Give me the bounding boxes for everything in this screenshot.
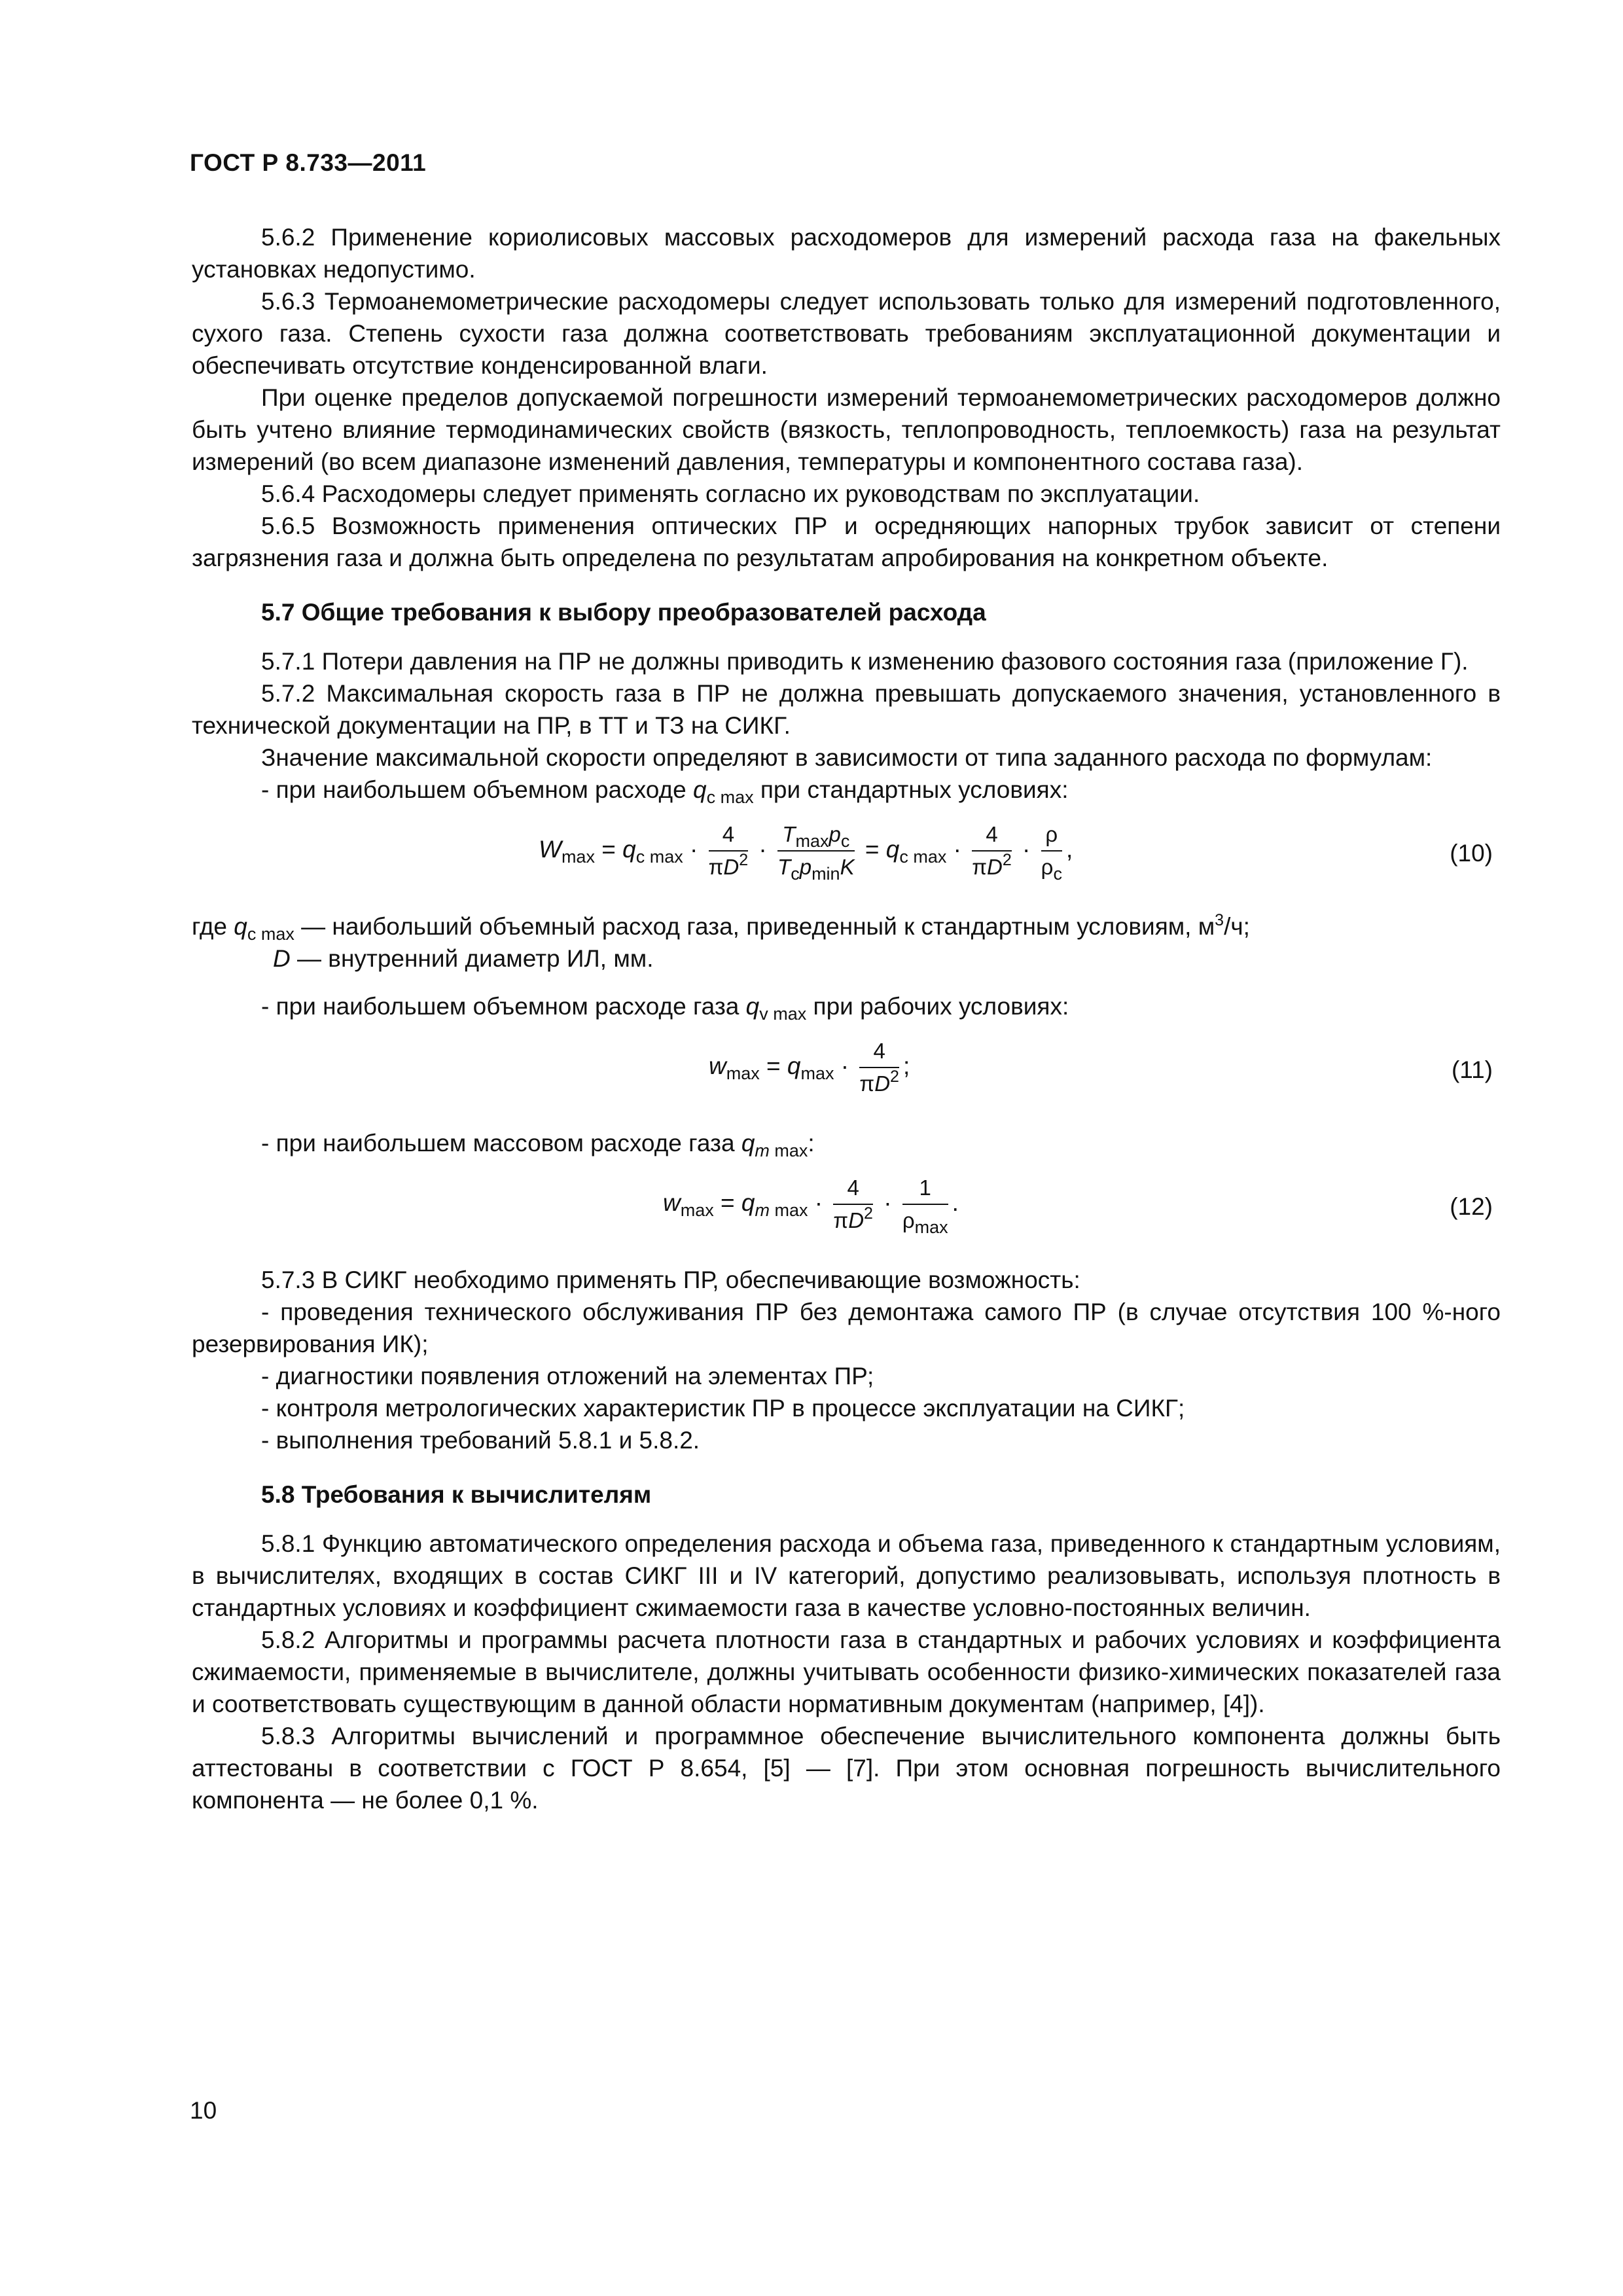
list-item-mass-flow: - при наибольшем массовом расходе газа $q_{m max}$: (261, 1130, 815, 1160)
paragraph-5-7-2: 5.7.2 Максимальная скорость газа в ПР не должна превышать допускаемого значения, установленного в технической документации на ПР, в ТТ и ТЗ на СИКГ. (192, 680, 1501, 739)
formula-10-number: (10) (1450, 840, 1493, 867)
paragraph-5-7-3: 5.7.3 В СИКГ необходимо применять ПР, обеспечивающие возможность: (261, 1266, 1080, 1293)
paragraph-5-8-3: 5.8.3 Алгоритмы вычислений и программное обеспечение вычислительного компонента должны быть аттестованы в соответствии с ГОСТ Р 8.654, [5] — [7]. При этом основная погрешность вычислительного компонента — не более 0,1 %. (192, 1723, 1501, 1814)
list-item-standard-pre: - при наибольшем объемном расходе (261, 776, 694, 803)
document-body (192, 221, 1501, 1816)
paragraph-5-6-3: 5.6.3 Термоанемометрические расходомеры следует использовать только для измерений подготовленного, сухого газа. Степень сухости газа должна соответствовать требованиям эксплуатационной документации и обеспечивать отсутствие конденсированной влаги. (192, 288, 1501, 379)
paragraph-5-8-1: 5.8.1 Функцию автоматического определения расхода и объема газа, приведенного к стандартным условиям, в вычислителях, входящих в состав СИКГ III и IV категорий, допустимо реализовывать, используя плотность в стандартных условиях и коэффициент сжимаемости газа в качестве условно-постоянных величин. (192, 1530, 1501, 1621)
paragraph-5-7-2-cont: Значение максимальной скорости определяют в зависимости от типа заданного расхода по формулам: (261, 744, 1433, 771)
legend-q-c-max: где $q_{c max}$ — наибольший объемный расход газа, приведенный к стандартным условиям, $м^3/ч$; (192, 911, 1250, 944)
formula-10-expression: $W_{max} = q_{c max}$ · $\frac{4}{\pi D^2}$ · $\frac{T_{max}p_c}{T_cp_{min}K}$ = $q_{c max}$ · $\frac{4}{\pi D^2}$ · $\frac{\rho}{\rho_c}$ , (539, 820, 1073, 882)
list-item-working-flow: - при наибольшем объемном расходе газа $q_{v max}$ при рабочих условиях: (261, 993, 1069, 1024)
legend-d: D — внутренний диаметр ИЛ, мм. (273, 945, 654, 972)
formula-11 (192, 1037, 1501, 1115)
list-item-5-7-3-c: - контроля метрологических характеристик ПР в процессе эксплуатации на СИКГ; (261, 1395, 1185, 1422)
formula-12-number: (12) (1450, 1193, 1493, 1220)
page-number: 10 (190, 2097, 217, 2124)
formula-12 (192, 1174, 1501, 1252)
list-item-5-7-3-d: - выполнения требований 5.8.1 и 5.8.2. (261, 1427, 700, 1454)
formula-12-expression: $w_{max} = q_{m max}$ · $\frac{4}{\pi D^2}$ · $\frac{1}{\rho_{max}}$ . (663, 1174, 959, 1235)
formula-11-expression: $w_{max} = q_{max}$ · $\frac{4}{\pi D^2}$ ; (709, 1037, 910, 1098)
paragraph-5-6-3-cont: При оценке пределов допускаемой погрешности измерений термоанемометрических расходомеров должно быть учтено влияние термодинамических свойств (вязкость, теплопроводность, теплоемкость) газа на результат измерений (во всем диапазоне изменений давления, температуры и компонентного состава газа). (192, 384, 1501, 475)
paragraph-5-7-1: 5.7.1 Потери давления на ПР не должны приводить к изменению фазового состояния газа (приложение Г). (261, 648, 1469, 675)
document-code-header: ГОСТ Р 8.733—2011 (190, 149, 427, 176)
paragraph-5-6-4: 5.6.4 Расходомеры следует применять согласно их руководствам по эксплуатации. (261, 480, 1200, 507)
paragraph-5-6-2: 5.6.2 Применение кориолисовых массовых расходомеров для измерений расхода газа на факельных установках недопустимо. (192, 224, 1501, 283)
formula-11-number: (11) (1451, 1056, 1493, 1083)
section-heading-5-8: 5.8 Требования к вычислителям (261, 1481, 652, 1508)
paragraph-5-8-2: 5.8.2 Алгоритмы и программы расчета плотности газа в стандартных и рабочих условиях и коэффициента сжимаемости, применяемые в вычислителе, должны учитывать особенности физико-химических показателей газа и соответствовать существующим в данной области нормативным документам (например, [4]). (192, 1626, 1501, 1717)
formula-10-legend (192, 910, 1501, 975)
list-item-standard-post: при стандартных условиях: (753, 776, 1069, 803)
paragraph-5-6-5: 5.6.5 Возможность применения оптических ПР и осредняющих напорных трубок зависит от степени загрязнения газа и должна быть определена по результатам апробирования на конкретном объекте. (192, 512, 1501, 571)
formula-10 (192, 820, 1501, 899)
list-item-standard-flow: - при наибольшем объемном расходе $q_{c max}$ при стандартных условиях: (261, 776, 1069, 807)
section-heading-5-7: 5.7 Общие требования к выбору преобразователей расхода (261, 599, 986, 626)
list-item-5-7-3-b: - диагностики появления отложений на элементах ПР; (261, 1363, 874, 1390)
list-item-5-7-3-a: - проведения технического обслуживания ПР без демонтажа самого ПР (в случае отсутствия 100 %-ного резервирования ИК); (192, 1299, 1501, 1357)
